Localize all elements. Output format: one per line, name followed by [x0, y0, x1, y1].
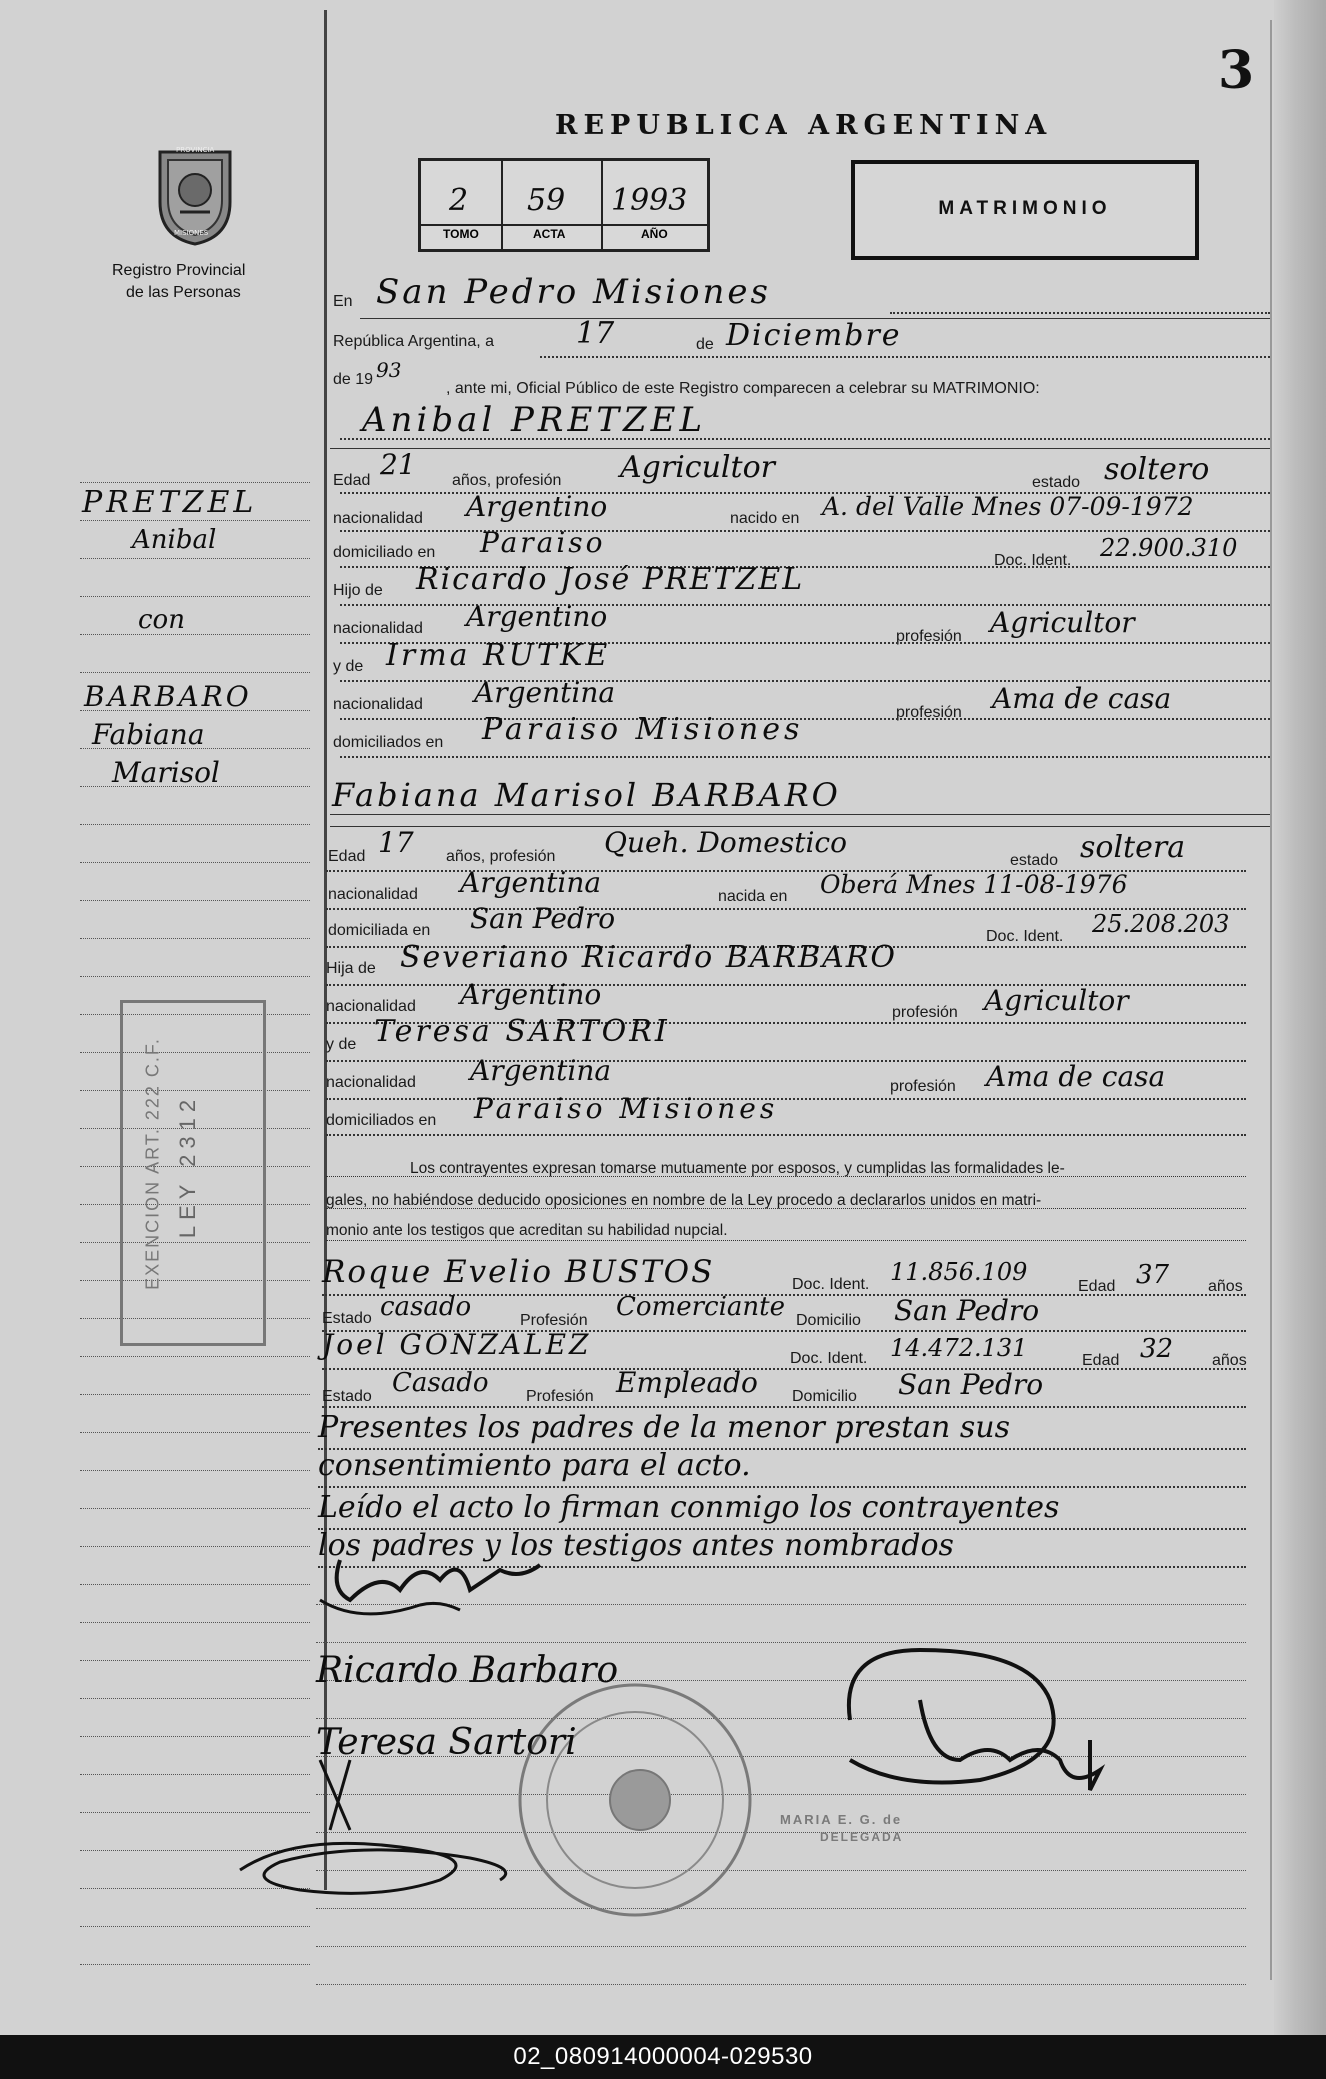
bride-padre-prof: Agricultor [984, 984, 1129, 1017]
acta-value: 59 [527, 183, 566, 218]
day: 17 [576, 316, 615, 351]
bride-yde-label: y de [326, 1036, 357, 1053]
bride-doc: 25.208.203 [1092, 910, 1230, 938]
de-label: de [696, 336, 714, 353]
witness-1-domicilio: San Pedro [894, 1294, 1040, 1327]
groom-padre-nac-label: nacionalidad [333, 620, 423, 637]
groom-profesion: Agricultor [620, 450, 775, 485]
stamp-line-2: EXENCION ART. 222 C.F. [142, 1037, 163, 1290]
bride-prof-label: años, profesión [446, 848, 556, 865]
groom-estado-label: estado [1032, 474, 1081, 491]
bride-dom-label: domiciliada en [328, 922, 431, 939]
bride-padre-nac-label: nacionalidad [326, 998, 416, 1015]
groom-madre-prof: Ama de casa [992, 682, 1172, 715]
groom-padre: Ricardo José PRETZEL [416, 562, 805, 597]
ano-value: 1993 [611, 183, 688, 218]
parent-signature-1: Ricardo Barbaro [316, 1650, 619, 1691]
bride-profesion: Queh. Domestico [604, 826, 847, 859]
witness-1-name: Roque Evelio BUSTOS [322, 1254, 715, 1290]
bride-nac-label: nacionalidad [328, 886, 418, 903]
bride-edad-label: Edad [328, 848, 366, 865]
rep-label: República Argentina, a [333, 333, 494, 350]
witness-1-edad-label: Edad [1078, 1278, 1116, 1295]
statement: , ante mi, Oficial Público de este Registro comparecen a celebrar su MATRIMONIO: [446, 380, 1040, 397]
bride-madre-nac: Argentina [470, 1054, 612, 1087]
witness-2-dom-label: Domicilio [792, 1388, 857, 1405]
bride-nacida-en: Oberá Mnes 11-08-1976 [820, 870, 1128, 899]
registry-name-1: Registro Provincial [112, 262, 246, 279]
groom-doc-label: Doc. Ident. [994, 552, 1072, 569]
witness-2-estado-label: Estado [322, 1388, 372, 1405]
witness-2-anos-label: años [1212, 1352, 1247, 1369]
parent-signature-2: Teresa Sartori [316, 1722, 577, 1763]
groom-hijo-label: Hijo de [333, 582, 383, 599]
groom-domicilio: Paraiso [480, 526, 606, 559]
bride-doms-label: domiciliados en [326, 1112, 437, 1129]
witness-2-edad: 32 [1140, 1334, 1174, 1364]
registry-name-2: de las Personas [126, 284, 241, 301]
official-stamp-line-1: MARIA E. G. de [780, 1812, 903, 1827]
groom-prof-label: años, profesión [452, 472, 562, 489]
bride-nacida-label: nacida en [718, 888, 788, 905]
bride-name: Fabiana Marisol BARBARO [332, 776, 841, 814]
groom-estado: soltero [1104, 452, 1210, 487]
seal-text-bottom: MISIONES [174, 229, 209, 237]
margin-line-2: Anibal [132, 525, 217, 555]
bride-estado: soltera [1080, 830, 1186, 865]
note-line-4: los padres y los testigos antes nombrados [318, 1528, 954, 1563]
country-title: REPUBLICA ARGENTINA [555, 110, 1053, 141]
witness-1-prof-label: Profesión [520, 1312, 588, 1329]
page-number: 3 [1218, 40, 1255, 101]
margin-line-3: con [138, 605, 185, 635]
groom-nacionalidad: Argentino [466, 490, 608, 523]
bride-madre-prof-label: profesión [890, 1078, 956, 1095]
bride-padre-prof-label: profesión [892, 1004, 958, 1021]
witness-1-dom-label: Domicilio [796, 1312, 861, 1329]
bride-padres-dom: Paraiso Misiones [474, 1092, 779, 1125]
bride-estado-label: estado [1010, 852, 1059, 869]
groom-dom-label: domiciliado en [333, 544, 436, 561]
bride-hija-label: Hija de [326, 960, 376, 977]
en-label: En [333, 293, 353, 310]
bride-domicilio: San Pedro [470, 902, 616, 935]
declaration-line-3: monio ante los testigos que acreditan su habilidad nupcial. [326, 1222, 728, 1239]
witness-1-doc-label: Doc. Ident. [792, 1276, 870, 1293]
note-line-3: Leído el acto lo firman conmigo los contrayentes [318, 1490, 1060, 1525]
witness-2-doc-label: Doc. Ident. [790, 1350, 868, 1367]
witness-2-edad-label: Edad [1082, 1352, 1120, 1369]
witness-2-doc: 14.472.131 [890, 1334, 1028, 1362]
witness-1-edad: 37 [1136, 1260, 1170, 1290]
bride-madre: Teresa SARTORI [374, 1014, 670, 1049]
year-prefix: de 19 [333, 371, 374, 388]
image-id-footer: 02_080914000004-029530 [0, 2035, 1326, 2079]
margin-line-5: Fabiana [92, 718, 205, 751]
witness-2-domicilio: San Pedro [898, 1368, 1044, 1401]
margin-line-4: BARBARO [84, 680, 252, 713]
groom-nacido-label: nacido en [730, 510, 800, 527]
bride-padre-nac: Argentino [460, 978, 602, 1011]
groom-madre-nac: Argentina [474, 676, 616, 709]
witness-2-profesion: Empleado [616, 1366, 758, 1399]
groom-madre-nac-label: nacionalidad [333, 696, 423, 713]
bride-nacionalidad: Argentina [460, 866, 602, 899]
official-stamp-line-2: DELEGADA [820, 1830, 904, 1844]
bride-doc-label: Doc. Ident. [986, 928, 1064, 945]
note-line-2: consentimiento para el acto. [318, 1448, 751, 1483]
witness-1-anos-label: años [1208, 1278, 1243, 1295]
groom-padre-prof: Agricultor [990, 606, 1135, 639]
groom-edad-label: Edad [333, 472, 371, 489]
groom-padre-prof-label: profesión [896, 628, 962, 645]
witness-1-estado-label: Estado [322, 1310, 372, 1327]
witness-2-prof-label: Profesión [526, 1388, 594, 1405]
bride-madre-prof: Ama de casa [986, 1060, 1166, 1093]
note-line-1: Presentes los padres de la menor prestan sus [318, 1410, 1010, 1445]
bride-edad: 17 [378, 826, 414, 859]
stamp-line-1: LEY 2312 [175, 1093, 200, 1239]
month: Diciembre [726, 318, 902, 353]
bride-padre: Severiano Ricardo BARBARO [400, 940, 897, 975]
groom-doms-label: domiciliados en [333, 734, 444, 751]
tomo-label: TOMO [443, 227, 479, 241]
ano-label: AÑO [641, 227, 668, 241]
act-type-label: MATRIMONIO [938, 198, 1112, 219]
groom-padre-nac: Argentino [466, 600, 608, 633]
bride-madre-nac-label: nacionalidad [326, 1074, 416, 1091]
year-suffix: 93 [376, 358, 402, 382]
groom-edad: 21 [380, 448, 416, 481]
witness-1-doc: 11.856.109 [890, 1258, 1028, 1286]
acta-label: ACTA [533, 227, 566, 241]
witness-2-name: Joel GONZALEZ [322, 1328, 592, 1361]
margin-line-6: Marisol [112, 756, 220, 789]
witness-1-profesion: Comerciante [616, 1292, 785, 1322]
declaration-line-1: Los contrayentes expresan tomarse mutuamente por esposos, y cumplidas las formalidades le- [410, 1160, 1065, 1177]
groom-madre-prof-label: profesión [896, 704, 962, 721]
groom-madre: Irma RUTKE [386, 638, 611, 673]
groom-nac-label: nacionalidad [333, 510, 423, 527]
witness-2-estado: Casado [392, 1368, 489, 1398]
groom-padres-dom: Paraiso Misiones [482, 712, 804, 747]
tomo-value: 2 [449, 183, 469, 218]
groom-nacido-en: A. del Valle Mnes 07-09-1972 [822, 492, 1194, 521]
city: San Pedro Misiones [376, 272, 771, 312]
groom-doc: 22.900.310 [1100, 534, 1238, 562]
declaration-line-2: gales, no habiéndose deducido oposiciones en nombre de la Ley procedo a declararlos unidos en matri- [326, 1192, 1042, 1209]
margin-line-1: PRETZEL [82, 485, 258, 520]
seal-text-top: PROVINCIA [176, 146, 215, 154]
witness-1-estado: casado [380, 1292, 472, 1322]
groom-name: Anibal PRETZEL [362, 400, 707, 440]
groom-yde-label: y de [333, 658, 364, 675]
